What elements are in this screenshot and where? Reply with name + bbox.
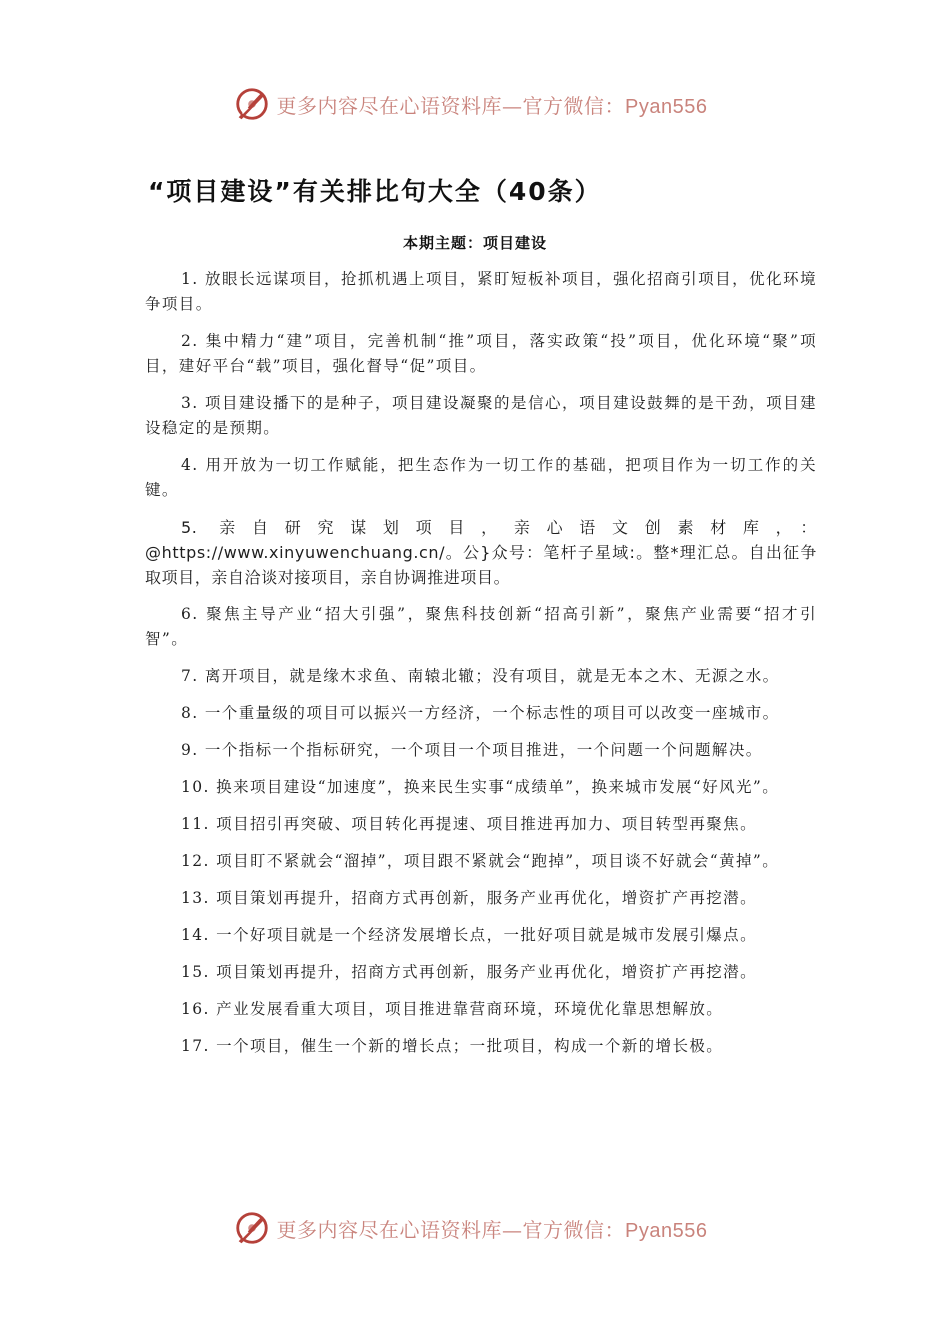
- list-item-15: 15. 项目策划再提升，招商方式再创新，服务产业再优化，增资扩产再挖潜。: [181, 963, 757, 981]
- list-item-17: 17. 一个项目，催生一个新的增长点；一批项目，构成一个新的增长极。: [181, 1037, 724, 1055]
- document-subtitle: 本期主题：项目建设: [402, 234, 547, 252]
- pen-logo-icon: [233, 85, 271, 123]
- wechat-id: Pyan556: [625, 1219, 708, 1242]
- list-item-3: 3. 项目建设播下的是种子，项目建设凝聚的是信心，项目建设鼓舞的是干劲，项目建设稳定的是预期。: [145, 394, 817, 437]
- footer-banner: [0, 1206, 950, 1250]
- list-item-12: 12. 项目盯不紧就会“溜掉”，项目跟不紧就会“跑掉”，项目谈不好就会“黄掉”。: [181, 852, 780, 870]
- banner-main-text: 更多内容尽在心语资料库—官方微信：: [276, 1217, 626, 1242]
- banner-text: [277, 1214, 708, 1243]
- list-item-5: 5. 亲自研究谋划项目，亲心语文创素材库，：@https://www.xinyuwenchuang.cn/。公}众号：笔杆子星域:。整*理汇总。自出征争取项目，亲自洽谈对接项目，亲自协调推进项目。: [145, 518, 817, 587]
- list-item-16: 16. 产业发展看重大项目，项目推进靠营商环境，环境优化靠思想解放。: [181, 1000, 724, 1018]
- list-item-1: 1. 放眼长远谋项目，抢抓机遇上项目，紧盯短板补项目，强化招商引项目，优化环境争项目。: [145, 270, 817, 313]
- pen-logo-icon: [233, 1209, 271, 1247]
- list-item-6: 6. 聚焦主导产业“招大引强”，聚焦科技创新“招高引新”，聚焦产业需要“招才引智”。: [145, 605, 817, 648]
- banner-main-text: 更多内容尽在心语资料库—官方微信：: [276, 93, 626, 118]
- header-banner: [0, 82, 950, 126]
- list-item-11: 11. 项目招引再突破、项目转化再提速、项目推进再加力、项目转型再聚焦。: [181, 815, 757, 833]
- list-item-13: 13. 项目策划再提升，招商方式再创新，服务产业再优化，增资扩产再挖潜。: [181, 889, 757, 907]
- list-item-4: 4. 用开放为一切工作赋能，把生态作为一切工作的基础，把项目作为一切工作的关键。: [145, 456, 817, 499]
- banner-text: [277, 90, 708, 119]
- list-item-7: 7. 离开项目，就是缘木求鱼、南辕北辙；没有项目，就是无本之木、无源之水。: [181, 667, 780, 685]
- document-body: [145, 267, 817, 1071]
- wechat-id: Pyan556: [625, 95, 708, 118]
- list-item-8: 8. 一个重量级的项目可以振兴一方经济，一个标志性的项目可以改变一座城市。: [181, 704, 780, 722]
- list-item-2: 2. 集中精力“建”项目，完善机制“推”项目，落实政策“投”项目，优化环境“聚”项目，建好平台“载”项目，强化督导“促”项目。: [145, 332, 817, 375]
- list-item-9: 9. 一个指标一个指标研究，一个项目一个项目推进，一个问题一个问题解决。: [181, 741, 763, 759]
- list-item-14: 14. 一个好项目就是一个经济发展增长点，一批好项目就是城市发展引爆点。: [181, 926, 757, 944]
- list-item-10: 10. 换来项目建设“加速度”，换来民生实事“成绩单”，换来城市发展“好风光”。: [181, 778, 780, 796]
- document-title: “项目建设”有关排比句大全（40条）: [148, 177, 602, 206]
